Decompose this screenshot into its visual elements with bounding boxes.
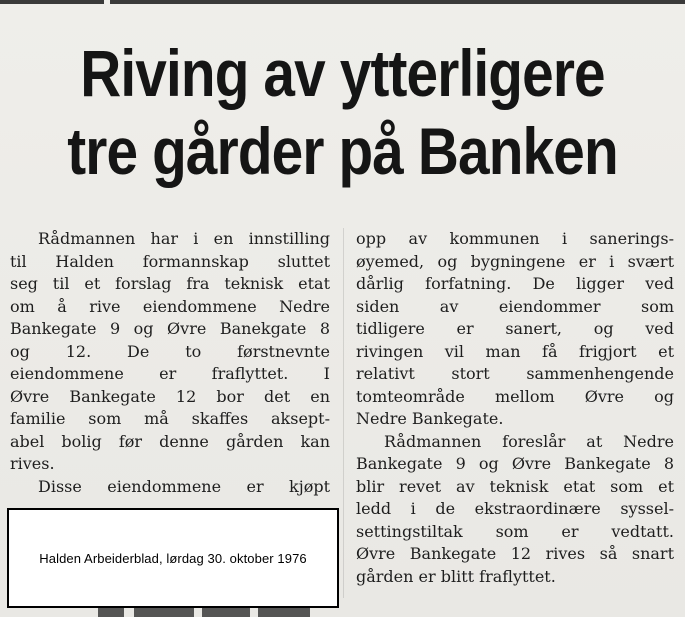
article-line: relativt stort sammenhengende xyxy=(356,364,674,383)
headline-line-1: Riving av ytterligere xyxy=(80,36,605,110)
article-line: rivingen vil man få frigjort et xyxy=(356,341,674,361)
top-rule-gap xyxy=(104,0,110,5)
source-caption: Halden Arbeiderblad, lørdag 30. oktober 1976 xyxy=(39,550,307,566)
article-line: Bankegate 9 og Øvre Bankegate 8 xyxy=(356,454,674,473)
article-line: Rådmannen foreslår at Nedre xyxy=(384,431,674,451)
article-line: Disse eiendommene er kjøpt xyxy=(38,476,330,496)
article-line: seg til et forslag fra teknisk etat xyxy=(10,274,330,293)
article-line: øyemed, og bygningene er i svært xyxy=(356,251,674,271)
article-line: Øvre Bankegate 12 rives så snart xyxy=(356,544,674,563)
article-line: gården er blitt fraflyttet. xyxy=(356,566,556,586)
article-line: tomteområde mellom Øvre og xyxy=(356,386,674,406)
top-rule xyxy=(0,0,685,4)
source-caption-box xyxy=(7,508,339,608)
article-line: opp av kommunen i sanerings- xyxy=(356,229,674,248)
article-line: abel bolig før denne gården kan xyxy=(10,431,330,451)
headline-line-2: tre gårder på Banken xyxy=(67,114,618,188)
article-right-column xyxy=(356,228,674,588)
article-line: familie som må skaffes aksept- xyxy=(10,409,330,428)
article-line: Rådmannen har i en innstilling xyxy=(38,229,330,248)
article-line: Nedre Bankegate. xyxy=(356,409,504,428)
headline xyxy=(57,34,629,190)
column-divider xyxy=(343,228,344,598)
article-left-column xyxy=(10,228,330,498)
article-line: blir revet av teknisk etat som et xyxy=(356,476,674,496)
article-line: rives. xyxy=(10,454,55,473)
article-line: tidligere er sanert, og ved xyxy=(356,319,674,338)
article-line: Bankegate 9 og Øvre Banekgate 8 xyxy=(10,319,330,338)
article-line: til Halden formannskap sluttet xyxy=(10,251,330,271)
article-line: ledd i de ekstraordinære syssel- xyxy=(356,499,674,518)
article-line: Øvre Bankegate 12 bor det en xyxy=(10,386,330,406)
article-line: settingstiltak som er vedtatt. xyxy=(356,521,674,541)
article-line: om å rive eiendommene Nedre xyxy=(10,296,330,316)
article-line: siden av eiendommer som xyxy=(356,296,674,316)
article-line: dårlig forfatning. De ligger ved xyxy=(356,274,674,293)
article-line: og 12. De to førstnevnte xyxy=(10,341,330,361)
article-line: eiendommene er fraflyttet. I xyxy=(10,364,330,383)
